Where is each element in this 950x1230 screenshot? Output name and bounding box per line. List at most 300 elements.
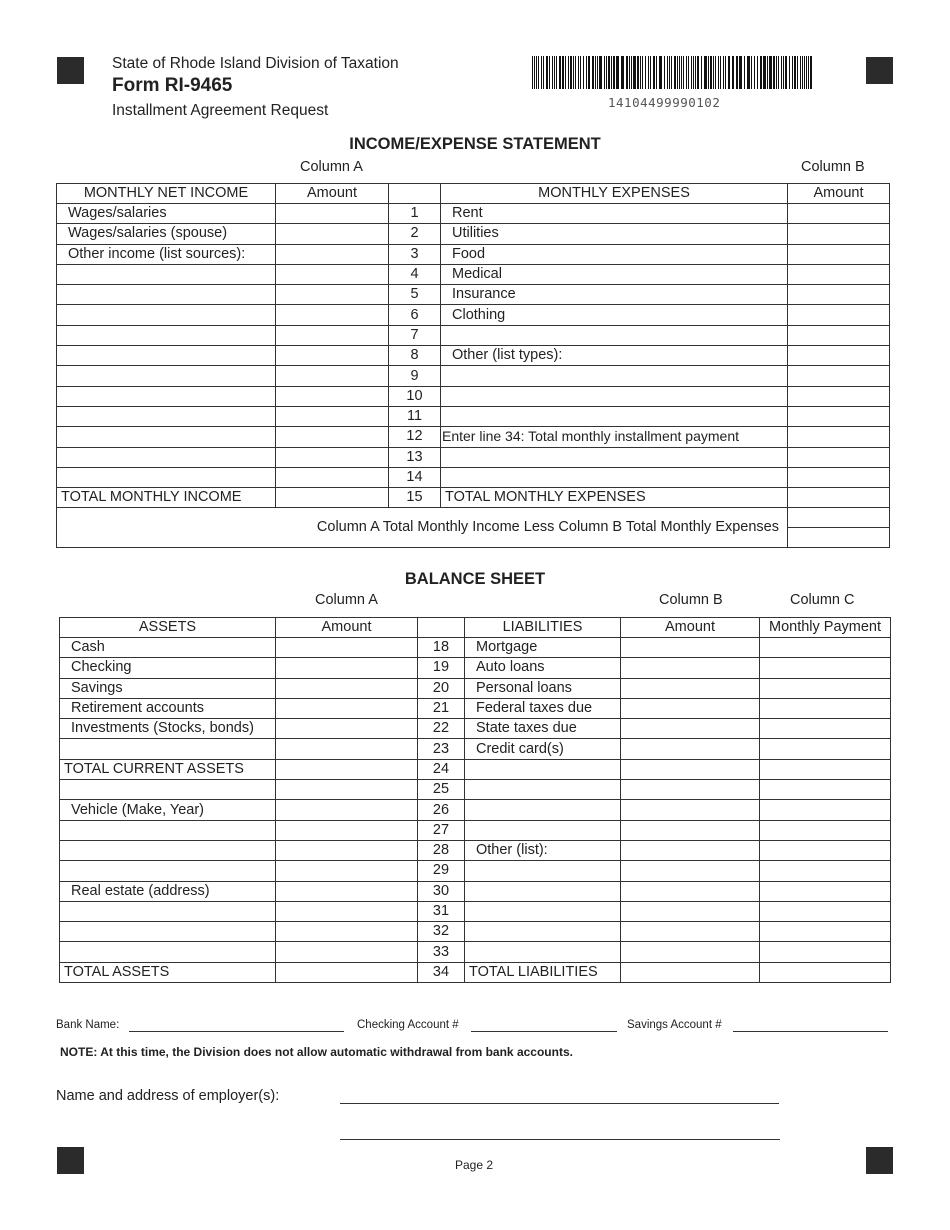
monthly-payment-field[interactable] — [760, 820, 891, 840]
barcode-bar — [736, 56, 738, 89]
liability-amount-field[interactable] — [621, 698, 760, 718]
monthly-payment-field[interactable] — [760, 901, 891, 921]
bs-row — [60, 658, 891, 678]
barcode-bar — [653, 56, 655, 89]
barcode-bar — [773, 56, 775, 89]
asset-item: TOTAL CURRENT ASSETS — [60, 759, 276, 779]
bs-row — [60, 678, 891, 698]
barcode-bar — [754, 56, 755, 89]
bs-header-row — [60, 618, 891, 638]
bs-row — [60, 759, 891, 779]
line-number: 23 — [418, 739, 465, 759]
income-source — [57, 305, 276, 325]
income-source — [57, 346, 276, 366]
asset-item — [60, 820, 276, 840]
asset-amount-field[interactable] — [276, 658, 418, 678]
liability-item — [465, 800, 621, 820]
liability-item — [465, 901, 621, 921]
liability-item — [465, 881, 621, 901]
expense-amount-field[interactable] — [788, 406, 890, 426]
barcode-bar — [808, 56, 809, 89]
line-number: 3 — [389, 244, 441, 264]
liability-amount-field[interactable] — [621, 861, 760, 881]
barcode-bar — [723, 56, 724, 89]
line-number: 33 — [418, 942, 465, 962]
bs-row — [60, 638, 891, 658]
income-amount-field[interactable] — [276, 244, 389, 264]
barcode-bar — [633, 56, 636, 89]
income-source: Wages/salaries — [57, 204, 276, 224]
liability-amount-field[interactable] — [621, 719, 760, 739]
monthly-payment-field[interactable] — [760, 638, 891, 658]
monthly-net-income-header: MONTHLY NET INCOME — [57, 184, 276, 204]
asset-amount-field[interactable] — [276, 739, 418, 759]
bs-row — [60, 840, 891, 860]
expense-amount-field[interactable] — [788, 488, 890, 508]
ie-row — [57, 264, 890, 284]
asset-amount-field[interactable] — [276, 638, 418, 658]
liability-item: Other (list): — [465, 840, 621, 860]
expense-item: Enter line 34: Total monthly installment payment — [441, 427, 788, 447]
liability-item: Federal taxes due — [465, 698, 621, 718]
expense-amount-field[interactable] — [788, 366, 890, 386]
barcode-bar — [613, 56, 615, 89]
bs-column-a-label: Column A — [315, 592, 378, 608]
asset-amount-field[interactable] — [276, 820, 418, 840]
expense-amount-field[interactable] — [788, 224, 890, 244]
monthly-payment-field[interactable] — [760, 881, 891, 901]
liability-item — [465, 942, 621, 962]
bs-row — [60, 800, 891, 820]
bs-row — [60, 820, 891, 840]
bs-row — [60, 861, 891, 881]
liabilities-header: LIABILITIES — [465, 618, 621, 638]
barcode-bar — [679, 56, 680, 89]
income-amount-field[interactable] — [276, 346, 389, 366]
bs-row — [60, 942, 891, 962]
barcode-bar — [697, 56, 699, 89]
barcode-bar — [681, 56, 682, 89]
barcode-bar — [778, 56, 779, 89]
line-number: 10 — [389, 386, 441, 406]
liability-amount-field[interactable] — [621, 942, 760, 962]
expense-amount-field[interactable] — [788, 325, 890, 345]
expense-item: Clothing — [441, 305, 788, 325]
barcode-bar — [608, 56, 610, 89]
expense-item — [441, 467, 788, 487]
barcode-bar — [767, 56, 768, 89]
ie-row — [57, 285, 890, 305]
income-source — [57, 406, 276, 426]
asset-item — [60, 739, 276, 759]
barcode-bar — [592, 56, 594, 89]
ie-row — [57, 406, 890, 426]
liability-item — [465, 820, 621, 840]
barcode-bar — [751, 56, 752, 89]
barcode-bar — [715, 56, 716, 89]
employer-field-line-2[interactable] — [340, 1139, 780, 1140]
liability-amount-field[interactable] — [621, 901, 760, 921]
barcode-bar — [606, 56, 607, 89]
barcode-bar — [573, 56, 574, 89]
line-number: 26 — [418, 800, 465, 820]
registration-mark-bottom-right — [866, 1147, 893, 1174]
liability-amount-field[interactable] — [621, 739, 760, 759]
ie-row — [57, 467, 890, 487]
income-amount-field[interactable] — [276, 467, 389, 487]
barcode-bar — [583, 56, 584, 89]
liability-item — [465, 759, 621, 779]
ie-row — [57, 366, 890, 386]
asset-amount-field[interactable] — [276, 861, 418, 881]
barcode-bar — [757, 56, 758, 89]
liability-item: State taxes due — [465, 719, 621, 739]
monthly-payment-field[interactable] — [760, 780, 891, 800]
barcode — [532, 56, 816, 89]
liability-amount-field[interactable] — [621, 658, 760, 678]
barcode-bar — [728, 56, 730, 89]
asset-item: Vehicle (Make, Year) — [60, 800, 276, 820]
ie-row — [57, 325, 890, 345]
liability-item: Auto loans — [465, 658, 621, 678]
barcode-bar — [806, 56, 807, 89]
ie-row — [57, 204, 890, 224]
liability-amount-field[interactable] — [621, 638, 760, 658]
barcode-bar — [781, 56, 782, 89]
form-subtitle: Installment Agreement Request — [112, 102, 329, 119]
asset-amount-field[interactable] — [276, 780, 418, 800]
monthly-payment-field[interactable] — [760, 739, 891, 759]
income-source — [57, 386, 276, 406]
expense-item: Food — [441, 244, 788, 264]
balance-sheet-title: BALANCE SHEET — [404, 570, 546, 588]
barcode-bar — [645, 56, 646, 89]
income-amount-field[interactable] — [276, 264, 389, 284]
bs-column-c-label: Column C — [790, 592, 855, 608]
barcode-bar — [797, 56, 798, 89]
barcode-bar — [559, 56, 561, 89]
monthly-payment-field[interactable] — [760, 922, 891, 942]
barcode-bar — [562, 56, 564, 89]
income-source — [57, 447, 276, 467]
line-number: 29 — [418, 861, 465, 881]
line-number: 13 — [389, 447, 441, 467]
barcode-bar — [671, 56, 672, 89]
bs-row — [60, 901, 891, 921]
expense-amount-field[interactable] — [788, 285, 890, 305]
line-number: 12 — [389, 427, 441, 447]
savings-account-field[interactable] — [733, 1031, 888, 1032]
barcode-bar — [794, 56, 796, 89]
monthly-payment-field[interactable] — [760, 698, 891, 718]
line-number: 4 — [389, 264, 441, 284]
asset-item: Checking — [60, 658, 276, 678]
asset-amount-field[interactable] — [276, 881, 418, 901]
income-amount-field[interactable] — [276, 325, 389, 345]
barcode-bar — [732, 56, 734, 89]
ie-row — [57, 427, 890, 447]
barcode-bar — [565, 56, 566, 89]
barcode-bar — [776, 56, 777, 89]
expense-amount-field[interactable] — [788, 386, 890, 406]
barcode-bar — [659, 56, 662, 89]
asset-amount-field[interactable] — [276, 698, 418, 718]
liability-item — [465, 922, 621, 942]
income-amount-field[interactable] — [276, 366, 389, 386]
ie-row — [57, 386, 890, 406]
barcode-bar — [642, 56, 643, 89]
difference-amount-field[interactable] — [788, 508, 890, 528]
expense-amount-field[interactable] — [788, 447, 890, 467]
asset-amount-field[interactable] — [276, 942, 418, 962]
barcode-bar — [611, 56, 612, 89]
liability-amount-field[interactable] — [621, 922, 760, 942]
income-amount-field[interactable] — [276, 285, 389, 305]
liability-amount-field[interactable] — [621, 678, 760, 698]
monthly-payment-field[interactable] — [760, 719, 891, 739]
assets-header: ASSETS — [60, 618, 276, 638]
income-amount-field[interactable] — [276, 224, 389, 244]
expense-item: Insurance — [441, 285, 788, 305]
expense-item: Rent — [441, 204, 788, 224]
asset-amount-field[interactable] — [276, 962, 418, 982]
barcode-bar — [725, 56, 726, 89]
asset-item: Real estate (address) — [60, 881, 276, 901]
difference-amount-field[interactable] — [788, 528, 890, 548]
barcode-bar — [552, 56, 553, 89]
asset-amount-field[interactable] — [276, 840, 418, 860]
expense-amount-field[interactable] — [788, 264, 890, 284]
income-amount-field[interactable] — [276, 427, 389, 447]
barcode-bar — [597, 56, 598, 89]
barcode-bar — [669, 56, 670, 89]
bank-name-field[interactable] — [129, 1031, 344, 1032]
income-amount-header: Amount — [276, 184, 389, 204]
liability-amount-header: Amount — [621, 618, 760, 638]
income-amount-field[interactable] — [276, 488, 389, 508]
income-amount-field[interactable] — [276, 305, 389, 325]
line-number: 8 — [389, 346, 441, 366]
line-number: 31 — [418, 901, 465, 921]
monthly-payment-field[interactable] — [760, 759, 891, 779]
income-amount-field[interactable] — [276, 386, 389, 406]
income-source — [57, 467, 276, 487]
line-number: 5 — [389, 285, 441, 305]
expense-item — [441, 406, 788, 426]
barcode-bar — [710, 56, 712, 89]
monthly-payment-header: Monthly Payment — [760, 618, 891, 638]
ie-row — [57, 447, 890, 467]
income-source — [57, 264, 276, 284]
expense-amount-field[interactable] — [788, 467, 890, 487]
bs-row — [60, 962, 891, 982]
expense-item — [441, 325, 788, 345]
liability-amount-field[interactable] — [621, 759, 760, 779]
line-number: 1 — [389, 204, 441, 224]
barcode-bar — [568, 56, 569, 89]
barcode-bar — [656, 56, 657, 89]
line-number: 14 — [389, 467, 441, 487]
asset-amount-field[interactable] — [276, 901, 418, 921]
expense-item: Other (list types): — [441, 346, 788, 366]
barcode-bar — [718, 56, 719, 89]
barcode-bar — [616, 56, 619, 89]
barcode-bar — [695, 56, 696, 89]
line-number: 15 — [389, 488, 441, 508]
barcode-bar — [763, 56, 766, 89]
income-amount-field[interactable] — [276, 204, 389, 224]
registration-mark-top-right — [866, 57, 893, 84]
barcode-bar — [677, 56, 678, 89]
registration-mark-bottom-left — [57, 1147, 84, 1174]
barcode-bar — [595, 56, 596, 89]
barcode-bar — [674, 56, 676, 89]
asset-amount-field[interactable] — [276, 800, 418, 820]
income-source — [57, 366, 276, 386]
expense-amount-field[interactable] — [788, 305, 890, 325]
liability-item — [465, 861, 621, 881]
monthly-payment-field[interactable] — [760, 800, 891, 820]
monthly-payment-field[interactable] — [760, 861, 891, 881]
barcode-bar — [543, 56, 544, 89]
monthly-payment-field[interactable] — [760, 658, 891, 678]
liability-amount-field[interactable] — [621, 780, 760, 800]
income-source — [57, 285, 276, 305]
expense-amount-field[interactable] — [788, 427, 890, 447]
barcode-bar — [747, 56, 750, 89]
asset-item — [60, 901, 276, 921]
asset-item — [60, 861, 276, 881]
line-number: 19 — [418, 658, 465, 678]
barcode-bar — [792, 56, 793, 89]
line-number: 11 — [389, 406, 441, 426]
asset-amount-header: Amount — [276, 618, 418, 638]
employer-field-line-1[interactable] — [340, 1103, 779, 1104]
line-number: 6 — [389, 305, 441, 325]
barcode-bar — [664, 56, 665, 89]
barcode-bar — [804, 56, 805, 89]
barcode-bar — [701, 56, 702, 89]
bs-row — [60, 719, 891, 739]
liability-item: Personal loans — [465, 678, 621, 698]
liability-item: Mortgage — [465, 638, 621, 658]
expense-item — [441, 447, 788, 467]
withdrawal-note: NOTE: At this time, the Division does not allow automatic withdrawal from bank accounts. — [60, 1045, 573, 1059]
barcode-bar — [549, 56, 550, 89]
asset-item: Cash — [60, 638, 276, 658]
barcode-bar — [599, 56, 602, 89]
bs-row — [60, 922, 891, 942]
ie-column-b-label: Column B — [801, 159, 865, 175]
line-number: 32 — [418, 922, 465, 942]
checking-account-field[interactable] — [471, 1031, 617, 1032]
monthly-payment-field[interactable] — [760, 840, 891, 860]
expense-amount-field[interactable] — [788, 204, 890, 224]
expense-item — [441, 366, 788, 386]
barcode-bar — [588, 56, 590, 89]
line-number: 7 — [389, 325, 441, 345]
employer-label: Name and address of employer(s): — [56, 1088, 280, 1104]
barcode-bar — [554, 56, 555, 89]
liability-amount-field[interactable] — [621, 962, 760, 982]
liability-amount-field[interactable] — [621, 840, 760, 860]
income-amount-field[interactable] — [276, 447, 389, 467]
line-number-header — [389, 184, 441, 204]
liability-item: Credit card(s) — [465, 739, 621, 759]
barcode-bar — [556, 56, 557, 89]
expense-item: TOTAL MONTHLY EXPENSES — [441, 488, 788, 508]
liability-amount-field[interactable] — [621, 881, 760, 901]
barcode-bar — [631, 56, 632, 89]
line-number: 22 — [418, 719, 465, 739]
expense-amount-field[interactable] — [788, 346, 890, 366]
monthly-payment-field[interactable] — [760, 678, 891, 698]
bank-name-label: Bank Name: — [56, 1019, 120, 1031]
ie-column-a-label: Column A — [300, 159, 363, 175]
asset-item — [60, 922, 276, 942]
liability-item — [465, 780, 621, 800]
income-source: Wages/salaries (spouse) — [57, 224, 276, 244]
bs-column-b-label: Column B — [659, 592, 723, 608]
barcode-bar — [769, 56, 772, 89]
barcode-bar — [691, 56, 692, 89]
ie-header-row — [57, 184, 890, 204]
barcode-bar — [629, 56, 630, 89]
monthly-payment-field[interactable] — [760, 942, 891, 962]
barcode-bar — [686, 56, 687, 89]
ie-row — [57, 305, 890, 325]
line-number: 28 — [418, 840, 465, 860]
barcode-bar — [536, 56, 537, 89]
asset-amount-field[interactable] — [276, 922, 418, 942]
asset-amount-field[interactable] — [276, 759, 418, 779]
balance-sheet-table — [59, 617, 891, 983]
liability-item: TOTAL LIABILITIES — [465, 962, 621, 982]
ie-row — [57, 244, 890, 264]
barcode-bar — [541, 56, 542, 89]
bs-row — [60, 780, 891, 800]
expense-amount-field[interactable] — [788, 244, 890, 264]
barcode-bar — [575, 56, 576, 89]
monthly-payment-field[interactable] — [760, 962, 891, 982]
barcode-bar — [586, 56, 587, 89]
barcode-bar — [626, 56, 628, 89]
bs-row — [60, 698, 891, 718]
expense-item — [441, 386, 788, 406]
asset-item — [60, 942, 276, 962]
ie-row — [57, 488, 890, 508]
line-number: 27 — [418, 820, 465, 840]
income-amount-field[interactable] — [276, 406, 389, 426]
asset-amount-field[interactable] — [276, 678, 418, 698]
barcode-bar — [604, 56, 605, 89]
expense-amount-header: Amount — [788, 184, 890, 204]
barcode-bar — [621, 56, 624, 89]
barcode-bar — [789, 56, 790, 89]
barcode-bar — [650, 56, 651, 89]
barcode-bar — [720, 56, 721, 89]
barcode-bar — [683, 56, 684, 89]
liability-amount-field[interactable] — [621, 820, 760, 840]
barcode-bar — [802, 56, 803, 89]
bs-row — [60, 881, 891, 901]
barcode-bar — [744, 56, 745, 89]
barcode-bar — [532, 56, 533, 89]
liability-amount-field[interactable] — [621, 800, 760, 820]
asset-amount-field[interactable] — [276, 719, 418, 739]
asset-item: Savings — [60, 678, 276, 698]
barcode-bar — [688, 56, 689, 89]
